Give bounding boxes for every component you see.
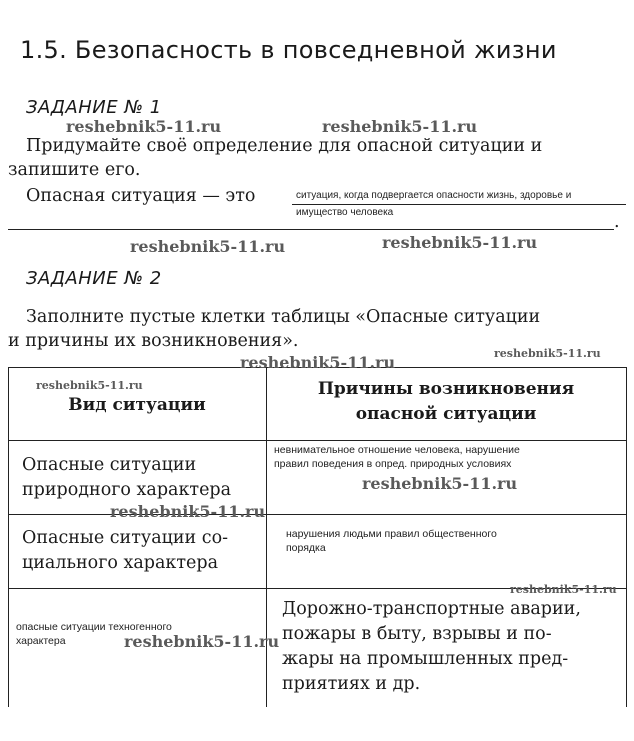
row2-cause-line1: нарушения людьми правил общественного	[286, 528, 497, 540]
table-row-divider-1	[8, 514, 626, 515]
row2-cause-line2: порядка	[286, 542, 326, 554]
answer-underline-1	[292, 204, 626, 205]
watermark: reshebnik5-11.ru	[124, 632, 280, 651]
table-header-causes-line2: опасной ситуации	[355, 404, 537, 424]
task2-heading: ЗАДАНИЕ № 2	[26, 268, 162, 289]
table-border-left	[8, 367, 9, 707]
watermark: reshebnik5-11.ru	[110, 502, 266, 521]
row1-cause-line1: невнимательное отношение человека, нарушение	[274, 444, 520, 456]
row3-cause-line1: Дорожно-транспортные аварии,	[282, 599, 581, 619]
row3-type-line2: характера	[16, 635, 66, 647]
task1-heading: ЗАДАНИЕ № 1	[26, 97, 162, 118]
row2-type-line2: циального характера	[22, 553, 219, 573]
task2-prompt-line1: Заполните пустые клетки таблицы «Опасные ситуации	[26, 307, 541, 327]
watermark: reshebnik5-11.ru	[36, 379, 143, 392]
watermark: reshebnik5-11.ru	[130, 237, 286, 256]
row3-cause-line3: жары на промышленных пред-	[282, 649, 569, 669]
definition-answer-line2: имущество человека	[296, 207, 394, 218]
watermark: reshebnik5-11.ru	[510, 583, 617, 596]
watermark: reshebnik5-11.ru	[362, 474, 518, 493]
task1-prompt-line2: запишите его.	[8, 160, 141, 180]
table-header-divider	[8, 440, 626, 441]
definition-answer-line1: ситуация, когда подвергается опасности жизнь, здоровье и	[296, 190, 572, 201]
row3-cause-line4: приятиях и др.	[282, 674, 421, 694]
task2-prompt-line2: и причины их возникновения».	[8, 331, 299, 351]
row3-type-line1: опасные ситуации техногенного	[16, 621, 172, 633]
row2-type-line1: Опасные ситуации со-	[22, 528, 229, 548]
answer-underline-2	[8, 229, 614, 230]
watermark: reshebnik5-11.ru	[322, 117, 478, 136]
row3-cause-line2: пожары в быту, взрывы и по-	[282, 624, 552, 644]
definition-end-dot: .	[614, 212, 620, 232]
row1-type-line2: природного характера	[22, 480, 232, 500]
definition-label: Опасная ситуация — это	[26, 186, 256, 206]
table-header-causes-line1: Причины возникновения	[317, 379, 575, 399]
row1-type-line1: Опасные ситуации	[22, 455, 197, 475]
table-header-type: Вид ситуации	[68, 395, 206, 415]
task1-prompt-line1: Придумайте своё определение для опасной ситуации и	[26, 136, 543, 156]
watermark: reshebnik5-11.ru	[240, 353, 396, 372]
table-border-right	[626, 367, 627, 707]
watermark: reshebnik5-11.ru	[494, 347, 601, 360]
row1-cause-line2: правил поведения в опред. природных условиях	[274, 458, 512, 470]
page-title: 1.5. Безопасность в повседневной жизни	[20, 36, 557, 64]
watermark: reshebnik5-11.ru	[382, 233, 538, 252]
watermark: reshebnik5-11.ru	[66, 117, 222, 136]
